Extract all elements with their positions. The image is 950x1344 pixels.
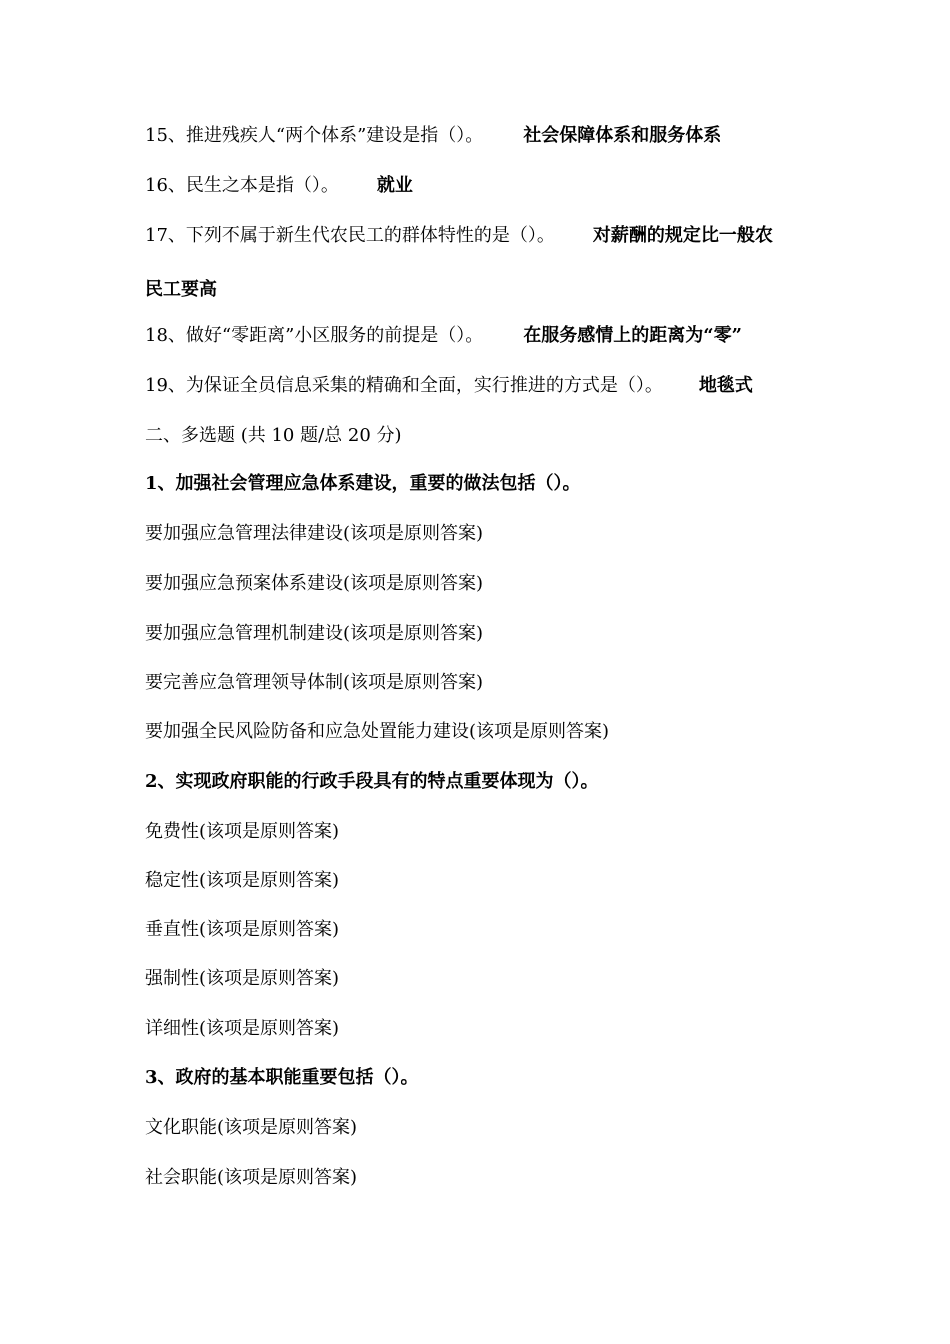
option: 详细性(该项是原则答案) xyxy=(145,1018,340,1039)
question-text: 15、推进残疾人“两个体系”建设是指（）。 xyxy=(145,125,484,146)
option: 社会职能(该项是原则答案) xyxy=(145,1167,358,1188)
answer-text: 地毯式 xyxy=(698,375,753,396)
section-heading: 二、多选题 (共 10 题/总 20 分) xyxy=(145,425,402,446)
multi-question-3: 3、政府的基本职能重要包括（）。 xyxy=(145,1067,419,1088)
multi-question-1: 1、加强社会管理应急体系建设，重要的做法包括（）。 xyxy=(145,473,581,494)
answer-text: 对薪酬的规定比一般农 xyxy=(592,225,773,246)
option: 文化职能(该项是原则答案) xyxy=(145,1117,358,1138)
option: 要加强应急预案体系建设(该项是原则答案) xyxy=(145,573,484,594)
option: 垂直性(该项是原则答案) xyxy=(145,919,340,940)
option: 强制性(该项是原则答案) xyxy=(145,968,340,989)
option: 免费性(该项是原则答案) xyxy=(145,821,340,842)
option: 要加强应急管理法律建设(该项是原则答案) xyxy=(145,523,484,544)
question-16 xyxy=(145,174,413,198)
question-text: 17、下列不属于新生代农民工的群体特性的是（）。 xyxy=(145,225,555,246)
multi-question-2: 2、实现政府职能的行政手段具有的特点重要体现为（）。 xyxy=(145,771,599,792)
option: 要加强全民风险防备和应急处置能力建设(该项是原则答案) xyxy=(145,721,610,742)
question-19 xyxy=(145,374,753,398)
option: 要加强应急管理机制建设(该项是原则答案) xyxy=(145,623,484,644)
question-17-answer-continuation: 民工要高 xyxy=(145,279,217,300)
option: 稳定性(该项是原则答案) xyxy=(145,870,340,891)
question-15 xyxy=(145,124,721,148)
answer-text: 在服务感情上的距离为“零” xyxy=(523,325,743,346)
answer-text: 就业 xyxy=(376,175,413,196)
question-text: 16、民生之本是指（）。 xyxy=(145,175,339,196)
question-text: 19、为保证全员信息采集的精确和全面，实行推进的方式是（）。 xyxy=(145,375,663,396)
question-18 xyxy=(145,324,742,348)
answer-text: 社会保障体系和服务体系 xyxy=(523,125,722,146)
question-text: 18、做好“零距离”小区服务的前提是（）。 xyxy=(145,325,484,346)
question-17 xyxy=(145,224,773,248)
option: 要完善应急管理领导体制(该项是原则答案) xyxy=(145,672,484,693)
